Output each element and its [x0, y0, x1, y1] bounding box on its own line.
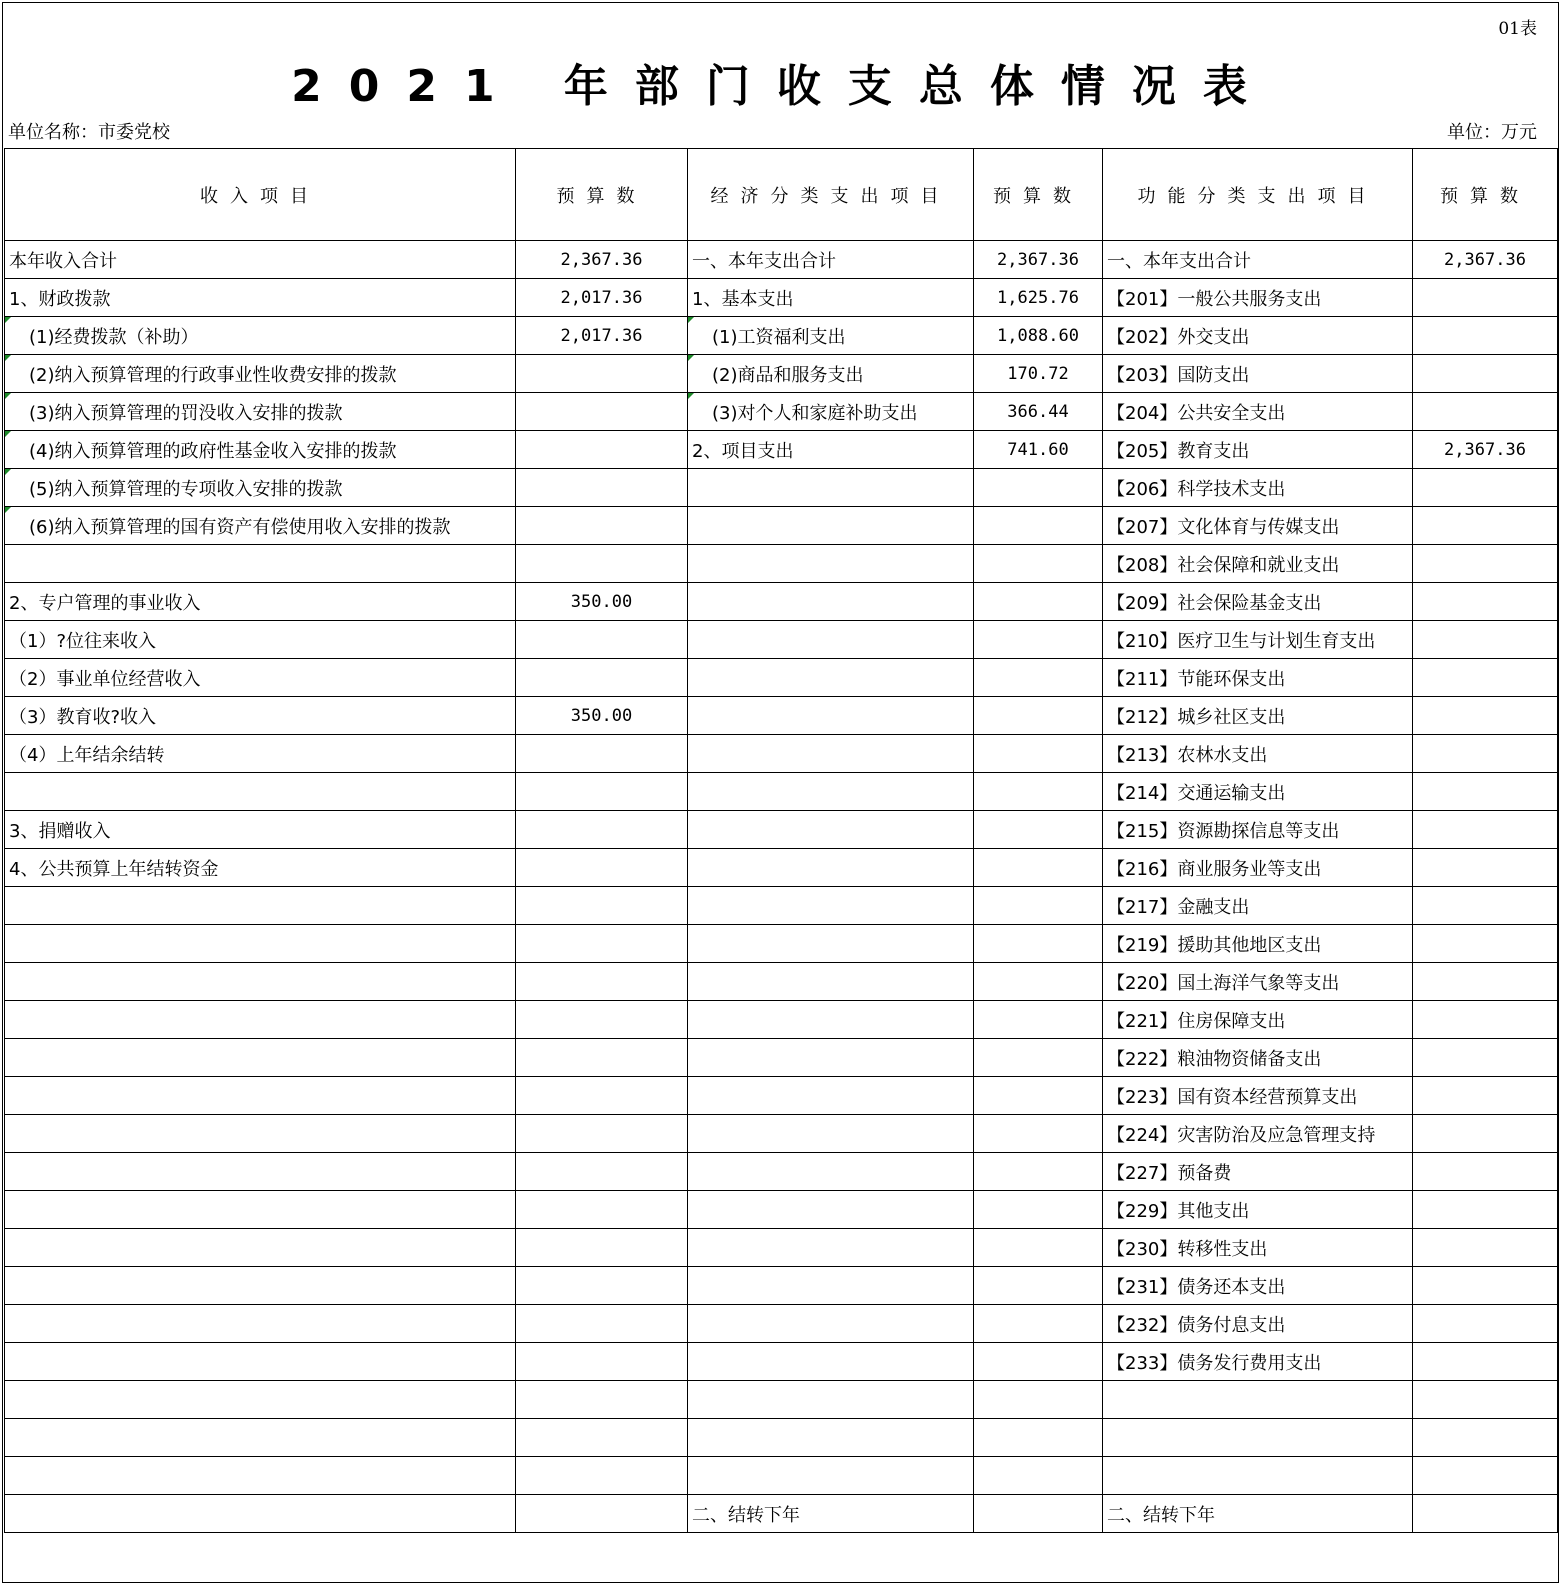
- functional-budget-cell: [1413, 1077, 1558, 1115]
- economic-budget-cell: [974, 583, 1103, 621]
- table-row: [5, 1305, 1558, 1343]
- income-budget-cell: 350.00: [516, 583, 688, 621]
- income-budget-cell: 2,367.36: [516, 241, 688, 279]
- economic-budget-cell: [974, 1305, 1103, 1343]
- income-item-cell: [5, 1039, 516, 1077]
- functional-item-cell: 【227】预备费: [1103, 1153, 1413, 1191]
- economic-budget-cell: 1,625.76: [974, 279, 1103, 317]
- economic-budget-cell: [974, 1001, 1103, 1039]
- income-budget-cell: [516, 1495, 688, 1533]
- functional-budget-cell: [1413, 1039, 1558, 1077]
- economic-budget-cell: [974, 849, 1103, 887]
- economic-budget-cell: [974, 1191, 1103, 1229]
- table-row: [5, 849, 1558, 887]
- economic-budget-cell: [974, 697, 1103, 735]
- functional-budget-cell: 2,367.36: [1413, 241, 1558, 279]
- economic-budget-cell: [974, 811, 1103, 849]
- income-item-cell: [5, 1077, 516, 1115]
- currency-unit-label: 单位：万元: [1447, 122, 1537, 143]
- functional-item-cell: 【220】国土海洋气象等支出: [1103, 963, 1413, 1001]
- functional-budget-cell: [1413, 735, 1558, 773]
- economic-item-cell: [688, 1267, 974, 1305]
- economic-item-cell: [688, 811, 974, 849]
- economic-budget-cell: [974, 621, 1103, 659]
- income-budget-cell: [516, 925, 688, 963]
- col-header-income-item: 收入项目: [5, 149, 516, 241]
- economic-item-cell: 1、基本支出: [688, 279, 974, 317]
- functional-item-cell: 【216】商业服务业等支出: [1103, 849, 1413, 887]
- income-item-cell: [5, 545, 516, 583]
- table-row: [5, 963, 1558, 1001]
- income-item-cell: （3）教育收?收入: [5, 697, 516, 735]
- table-row: [5, 431, 1558, 469]
- economic-item-cell: [688, 1419, 974, 1457]
- functional-item-cell: 【212】城乡社区支出: [1103, 697, 1413, 735]
- economic-budget-cell: 741.60: [974, 431, 1103, 469]
- functional-budget-cell: [1413, 1115, 1558, 1153]
- economic-budget-cell: [974, 735, 1103, 773]
- income-budget-cell: [516, 469, 688, 507]
- table-row: [5, 887, 1558, 925]
- budget-table: [4, 148, 1558, 1533]
- table-row: [5, 1343, 1558, 1381]
- functional-budget-cell: [1413, 1267, 1558, 1305]
- economic-item-cell: [688, 507, 974, 545]
- economic-item-cell: (3)对个人和家庭补助支出: [688, 393, 974, 431]
- table-row: [5, 1077, 1558, 1115]
- income-budget-cell: [516, 811, 688, 849]
- functional-item-cell: 【217】金融支出: [1103, 887, 1413, 925]
- income-budget-cell: [516, 393, 688, 431]
- income-budget-cell: 350.00: [516, 697, 688, 735]
- income-item-cell: （1）?位往来收入: [5, 621, 516, 659]
- functional-budget-cell: [1413, 1305, 1558, 1343]
- economic-item-cell: 2、项目支出: [688, 431, 974, 469]
- form-number: 01表: [1498, 19, 1537, 39]
- economic-item-cell: [688, 1077, 974, 1115]
- functional-item-cell: 一、本年支出合计: [1103, 241, 1413, 279]
- table-row: [5, 241, 1558, 279]
- functional-item-cell: [1103, 1419, 1413, 1457]
- functional-item-cell: 【208】社会保障和就业支出: [1103, 545, 1413, 583]
- economic-budget-cell: 366.44: [974, 393, 1103, 431]
- functional-item-cell: 【209】社会保险基金支出: [1103, 583, 1413, 621]
- economic-item-cell: [688, 963, 974, 1001]
- economic-budget-cell: [974, 507, 1103, 545]
- income-item-cell: 本年收入合计: [5, 241, 516, 279]
- economic-budget-cell: [974, 545, 1103, 583]
- economic-budget-cell: [974, 1457, 1103, 1495]
- functional-item-cell: 【207】文化体育与传媒支出: [1103, 507, 1413, 545]
- income-budget-cell: [516, 773, 688, 811]
- functional-budget-cell: [1413, 1153, 1558, 1191]
- economic-item-cell: [688, 773, 974, 811]
- table-row: [5, 1191, 1558, 1229]
- functional-budget-cell: [1413, 317, 1558, 355]
- economic-item-cell: [688, 545, 974, 583]
- income-item-cell: 3、捐赠收入: [5, 811, 516, 849]
- functional-budget-cell: [1413, 773, 1558, 811]
- economic-budget-cell: [974, 925, 1103, 963]
- functional-budget-cell: [1413, 507, 1558, 545]
- economic-item-cell: [688, 697, 974, 735]
- economic-budget-cell: [974, 1495, 1103, 1533]
- functional-budget-cell: [1413, 1001, 1558, 1039]
- functional-budget-cell: [1413, 621, 1558, 659]
- economic-budget-cell: [974, 1343, 1103, 1381]
- table-row: [5, 583, 1558, 621]
- functional-budget-cell: [1413, 583, 1558, 621]
- col-header-functional-item: 功能分类支出项目: [1103, 149, 1413, 241]
- table-row: [5, 545, 1558, 583]
- functional-budget-cell: [1413, 279, 1558, 317]
- income-budget-cell: [516, 355, 688, 393]
- income-item-cell: [5, 1001, 516, 1039]
- income-budget-cell: [516, 1115, 688, 1153]
- functional-item-cell: 【202】外交支出: [1103, 317, 1413, 355]
- income-budget-cell: [516, 1001, 688, 1039]
- income-item-cell: 2、专户管理的事业收入: [5, 583, 516, 621]
- income-budget-cell: [516, 659, 688, 697]
- income-budget-cell: [516, 735, 688, 773]
- economic-budget-cell: [974, 469, 1103, 507]
- economic-budget-cell: [974, 1229, 1103, 1267]
- functional-budget-cell: [1413, 887, 1558, 925]
- income-item-cell: [5, 1419, 516, 1457]
- page-title: 2021 年部门收支总体情况表: [291, 61, 1274, 112]
- economic-budget-cell: [974, 1077, 1103, 1115]
- economic-item-cell: [688, 1115, 974, 1153]
- functional-budget-cell: [1413, 1191, 1558, 1229]
- income-item-cell: (1)经费拨款（补助）: [5, 317, 516, 355]
- functional-item-cell: 【221】住房保障支出: [1103, 1001, 1413, 1039]
- functional-item-cell: 【229】其他支出: [1103, 1191, 1413, 1229]
- economic-item-cell: [688, 887, 974, 925]
- table-row: [5, 811, 1558, 849]
- functional-budget-cell: [1413, 811, 1558, 849]
- economic-item-cell: [688, 583, 974, 621]
- header-row: [5, 149, 1558, 241]
- income-budget-cell: [516, 1077, 688, 1115]
- economic-budget-cell: [974, 773, 1103, 811]
- economic-budget-cell: [974, 1153, 1103, 1191]
- functional-budget-cell: [1413, 355, 1558, 393]
- income-item-cell: [5, 887, 516, 925]
- functional-item-cell: 【233】债务发行费用支出: [1103, 1343, 1413, 1381]
- economic-item-cell: [688, 1001, 974, 1039]
- functional-item-cell: 【224】灾害防治及应急管理支持: [1103, 1115, 1413, 1153]
- functional-budget-cell: [1413, 1457, 1558, 1495]
- functional-budget-cell: [1413, 545, 1558, 583]
- income-item-cell: [5, 963, 516, 1001]
- table-row: [5, 773, 1558, 811]
- table-row: [5, 507, 1558, 545]
- functional-item-cell: 【232】债务付息支出: [1103, 1305, 1413, 1343]
- functional-budget-cell: [1413, 469, 1558, 507]
- income-item-cell: (6)纳入预算管理的国有资产有偿使用收入安排的拨款: [5, 507, 516, 545]
- income-item-cell: [5, 1153, 516, 1191]
- functional-item-cell: 二、结转下年: [1103, 1495, 1413, 1533]
- table-row: [5, 1495, 1558, 1533]
- functional-item-cell: 【214】交通运输支出: [1103, 773, 1413, 811]
- functional-item-cell: 【213】农林水支出: [1103, 735, 1413, 773]
- table-row: [5, 317, 1558, 355]
- functional-budget-cell: [1413, 849, 1558, 887]
- income-budget-cell: [516, 849, 688, 887]
- table-row: [5, 279, 1558, 317]
- functional-budget-cell: [1413, 659, 1558, 697]
- income-item-cell: [5, 773, 516, 811]
- economic-item-cell: [688, 1381, 974, 1419]
- table-row: [5, 1039, 1558, 1077]
- functional-item-cell: 【206】科学技术支出: [1103, 469, 1413, 507]
- functional-item-cell: 【230】转移性支出: [1103, 1229, 1413, 1267]
- functional-item-cell: 【204】公共安全支出: [1103, 393, 1413, 431]
- economic-item-cell: [688, 621, 974, 659]
- table-row: [5, 697, 1558, 735]
- economic-item-cell: (1)工资福利支出: [688, 317, 974, 355]
- income-item-cell: [5, 1495, 516, 1533]
- table-row: [5, 1457, 1558, 1495]
- income-item-cell: [5, 1305, 516, 1343]
- income-item-cell: 4、公共预算上年结转资金: [5, 849, 516, 887]
- functional-item-cell: 【223】国有资本经营预算支出: [1103, 1077, 1413, 1115]
- economic-budget-cell: 170.72: [974, 355, 1103, 393]
- economic-item-cell: [688, 925, 974, 963]
- income-item-cell: [5, 1267, 516, 1305]
- income-budget-cell: [516, 1229, 688, 1267]
- functional-item-cell: 【222】粮油物资储备支出: [1103, 1039, 1413, 1077]
- table-row: [5, 735, 1558, 773]
- income-item-cell: [5, 925, 516, 963]
- functional-item-cell: 【210】医疗卫生与计划生育支出: [1103, 621, 1413, 659]
- col-header-economic-item: 经济分类支出项目: [688, 149, 974, 241]
- col-header-economic-budget: 预算数: [974, 149, 1103, 241]
- col-header-income-budget: 预算数: [516, 149, 688, 241]
- economic-budget-cell: [974, 659, 1103, 697]
- economic-item-cell: [688, 1191, 974, 1229]
- table-row: [5, 1001, 1558, 1039]
- functional-item-cell: 【203】国防支出: [1103, 355, 1413, 393]
- table-row: [5, 355, 1558, 393]
- income-item-cell: [5, 1115, 516, 1153]
- economic-budget-cell: [974, 887, 1103, 925]
- table-row: [5, 1419, 1558, 1457]
- economic-item-cell: [688, 659, 974, 697]
- income-budget-cell: [516, 621, 688, 659]
- functional-budget-cell: [1413, 393, 1558, 431]
- income-item-cell: （4）上年结余结转: [5, 735, 516, 773]
- economic-budget-cell: [974, 963, 1103, 1001]
- economic-item-cell: [688, 1153, 974, 1191]
- economic-item-cell: (2)商品和服务支出: [688, 355, 974, 393]
- table-row: [5, 621, 1558, 659]
- economic-item-cell: [688, 1457, 974, 1495]
- income-budget-cell: [516, 1343, 688, 1381]
- income-budget-cell: [516, 1419, 688, 1457]
- functional-budget-cell: [1413, 925, 1558, 963]
- income-item-cell: [5, 1343, 516, 1381]
- income-budget-cell: [516, 1153, 688, 1191]
- table-row: [5, 469, 1558, 507]
- income-budget-cell: [516, 507, 688, 545]
- table-row: [5, 1267, 1558, 1305]
- income-budget-cell: [516, 1039, 688, 1077]
- functional-item-cell: 【211】节能环保支出: [1103, 659, 1413, 697]
- functional-budget-cell: [1413, 697, 1558, 735]
- economic-item-cell: [688, 1305, 974, 1343]
- economic-budget-cell: [974, 1419, 1103, 1457]
- table-row: [5, 659, 1558, 697]
- functional-budget-cell: [1413, 1495, 1558, 1533]
- table-row: [5, 1153, 1558, 1191]
- income-item-cell: [5, 1229, 516, 1267]
- economic-item-cell: [688, 1229, 974, 1267]
- income-budget-cell: [516, 1381, 688, 1419]
- income-budget-cell: [516, 545, 688, 583]
- functional-budget-cell: [1413, 1343, 1558, 1381]
- income-budget-cell: [516, 1305, 688, 1343]
- functional-budget-cell: 2,367.36: [1413, 431, 1558, 469]
- economic-item-cell: [688, 1343, 974, 1381]
- functional-budget-cell: [1413, 1419, 1558, 1457]
- economic-budget-cell: 2,367.36: [974, 241, 1103, 279]
- economic-item-cell: [688, 1039, 974, 1077]
- functional-budget-cell: [1413, 1381, 1558, 1419]
- economic-item-cell: 二、结转下年: [688, 1495, 974, 1533]
- economic-budget-cell: 1,088.60: [974, 317, 1103, 355]
- functional-budget-cell: [1413, 1229, 1558, 1267]
- income-item-cell: (5)纳入预算管理的专项收入安排的拨款: [5, 469, 516, 507]
- economic-budget-cell: [974, 1267, 1103, 1305]
- income-item-cell: [5, 1381, 516, 1419]
- economic-item-cell: [688, 735, 974, 773]
- economic-item-cell: 一、本年支出合计: [688, 241, 974, 279]
- income-budget-cell: [516, 887, 688, 925]
- functional-item-cell: 【215】资源勘探信息等支出: [1103, 811, 1413, 849]
- functional-item-cell: 【201】一般公共服务支出: [1103, 279, 1413, 317]
- functional-item-cell: 【231】债务还本支出: [1103, 1267, 1413, 1305]
- income-item-cell: (2)纳入预算管理的行政事业性收费安排的拨款: [5, 355, 516, 393]
- table-row: [5, 1381, 1558, 1419]
- income-item-cell: (3)纳入预算管理的罚没收入安排的拨款: [5, 393, 516, 431]
- income-item-cell: （2）事业单位经营收入: [5, 659, 516, 697]
- table-row: [5, 1229, 1558, 1267]
- table-row: [5, 925, 1558, 963]
- functional-item-cell: [1103, 1457, 1413, 1495]
- functional-item-cell: [1103, 1381, 1413, 1419]
- table-row: [5, 393, 1558, 431]
- economic-item-cell: [688, 469, 974, 507]
- income-item-cell: (4)纳入预算管理的政府性基金收入安排的拨款: [5, 431, 516, 469]
- unit-name-label: 单位名称：市委党校: [8, 122, 170, 143]
- income-budget-cell: 2,017.36: [516, 317, 688, 355]
- economic-budget-cell: [974, 1039, 1103, 1077]
- income-budget-cell: [516, 431, 688, 469]
- income-item-cell: 1、财政拨款: [5, 279, 516, 317]
- income-budget-cell: [516, 963, 688, 1001]
- functional-item-cell: 【205】教育支出: [1103, 431, 1413, 469]
- income-budget-cell: 2,017.36: [516, 279, 688, 317]
- economic-item-cell: [688, 849, 974, 887]
- income-budget-cell: [516, 1457, 688, 1495]
- table-row: [5, 1115, 1558, 1153]
- income-item-cell: [5, 1191, 516, 1229]
- income-item-cell: [5, 1457, 516, 1495]
- income-budget-cell: [516, 1191, 688, 1229]
- economic-budget-cell: [974, 1115, 1103, 1153]
- functional-item-cell: 【219】援助其他地区支出: [1103, 925, 1413, 963]
- col-header-functional-budget: 预算数: [1413, 149, 1558, 241]
- functional-budget-cell: [1413, 963, 1558, 1001]
- income-budget-cell: [516, 1267, 688, 1305]
- economic-budget-cell: [974, 1381, 1103, 1419]
